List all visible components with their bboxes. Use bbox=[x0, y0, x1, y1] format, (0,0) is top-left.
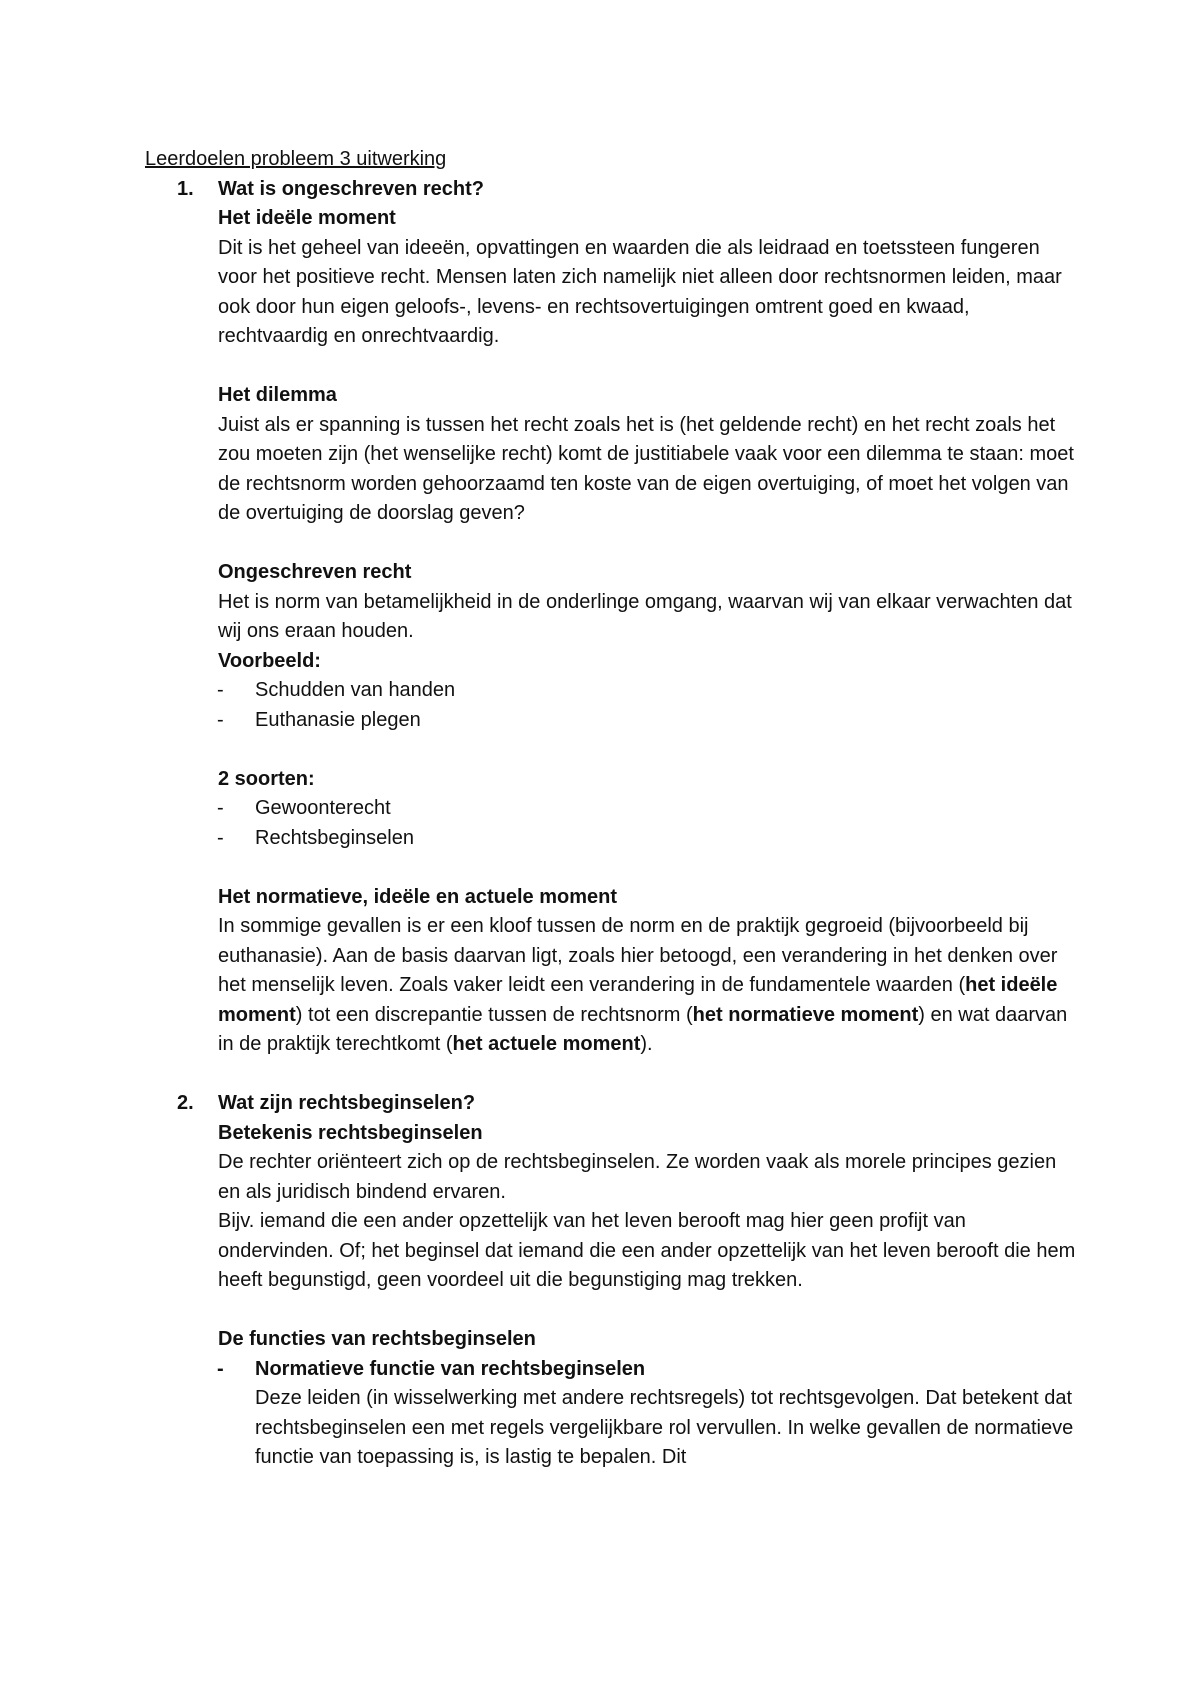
function-normatief-heading: Normatieve functie van rechtsbeginselen bbox=[255, 1357, 646, 1380]
section-ideele-moment-text: Dit is het geheel van ideeën, opvattingen en waarden die als leidraad en toetssteen fungeren voor het positieve recht. Mensen laten zich namelijk niet alleen door rechtsnormen leiden, maar ook door hun eigen geloofs-, levens- en rechtsovertuigingen omtrent goed en kwaad, rechtvaardig en onrechtvaardig. bbox=[218, 236, 1062, 347]
section-betekenis-example: Bijv. iemand die een ander opzettelijk van het leven berooft mag hier geen profijt van ondervinden. Of; het beginsel dat iemand die een ander opzettelijk van het leven berooft die hem heeft begunstigd, geen voordeel uit die begunstiging mag trekken. bbox=[218, 1210, 1076, 1291]
section-momenten-heading: Het normatieve, ideële en actuele moment bbox=[218, 885, 618, 908]
section-ongeschreven-recht-heading: Ongeschreven recht bbox=[218, 561, 412, 583]
list-item: - Euthanasie plegen bbox=[217, 708, 421, 731]
section-dilemma-text: Juist als er spanning is tussen het recht zoals het is (het geldende recht) en het recht zoals het zou moeten zijn (het wenselijke recht) komt de justitiabele vaak voor een dilemma te staan: moet de rechtsnorm worden gehoorzaamd ten koste van de eigen overtuiging, of moet het volgen van de overtuiging de doorslag geven? bbox=[218, 413, 1074, 524]
list-item: - Normatieve functie van rechtsbeginselen Deze leiden (in wisselwerking met andere rechtsregels) tot rechtsgevolgen. Dat betekent dat rechtsbeginselen een met regels vergelijkbare rol vervullen. In welke gevallen de normatieve functie van toepassing is, is lastig te bepalen. Dit bbox=[217, 1355, 1080, 1473]
section-betekenis-text: De rechter oriënteert zich op de rechtsbeginselen. Ze worden vaak als morele principes gezien en als juridisch bindend ervaren. bbox=[218, 1151, 1057, 1203]
question-2-number: 2. bbox=[177, 1092, 194, 1114]
document-title: Leerdoelen probleem 3 uitwerking bbox=[145, 148, 447, 170]
question-2 bbox=[145, 1089, 1080, 1473]
function-normatief-text: Deze leiden (in wisselwerking met andere rechtsregels) tot rechtsgevolgen. Dat betekent dat rechtsbeginselen een met regels vergelijkbare rol vervullen. In welke gevallen de normatieve functie van toepassing is, is lastig te bepalen. Dit bbox=[255, 1387, 1074, 1468]
section-dilemma-heading: Het dilemma bbox=[218, 384, 337, 406]
section-functies-heading: De functies van rechtsbeginselen bbox=[218, 1328, 536, 1350]
kinds-label: 2 soorten: bbox=[218, 767, 315, 790]
section-ideele-moment-heading: Het ideële moment bbox=[218, 207, 396, 229]
list-item: - Rechtsbeginselen bbox=[217, 826, 414, 849]
question-1 bbox=[145, 175, 1080, 1090]
question-1-title: Wat is ongeschreven recht? bbox=[218, 177, 484, 200]
section-momenten-text: In sommige gevallen is er een kloof tussen de norm en de praktijk gegroeid (bijvoorbeeld bij euthanasie). Aan de basis daarvan ligt, zoals hier betoogd, een verandering in het denken over het menselijk leven. Zoals vaker leidt een verandering in de fundamentele waarden (het ideële moment) tot een discrepantie tussen de rechtsnorm (het normatieve moment) en wat daarvan in de praktijk terechtkomt (het actuele moment). bbox=[218, 915, 1068, 1055]
question-1-number: 1. bbox=[177, 177, 194, 200]
section-betekenis-heading: Betekenis rechtsbeginselen bbox=[218, 1121, 483, 1144]
question-2-title: Wat zijn rechtsbeginselen? bbox=[218, 1092, 476, 1114]
example-label: Voorbeeld: bbox=[218, 649, 321, 672]
list-item: - Gewoonterecht bbox=[217, 797, 391, 819]
list-item: - Schudden van handen bbox=[217, 679, 456, 701]
section-ongeschreven-recht-text: Het is norm van betamelijkheid in de onderlinge omgang, waarvan wij van elkaar verwachten dat wij ons eraan houden. bbox=[218, 590, 1072, 642]
